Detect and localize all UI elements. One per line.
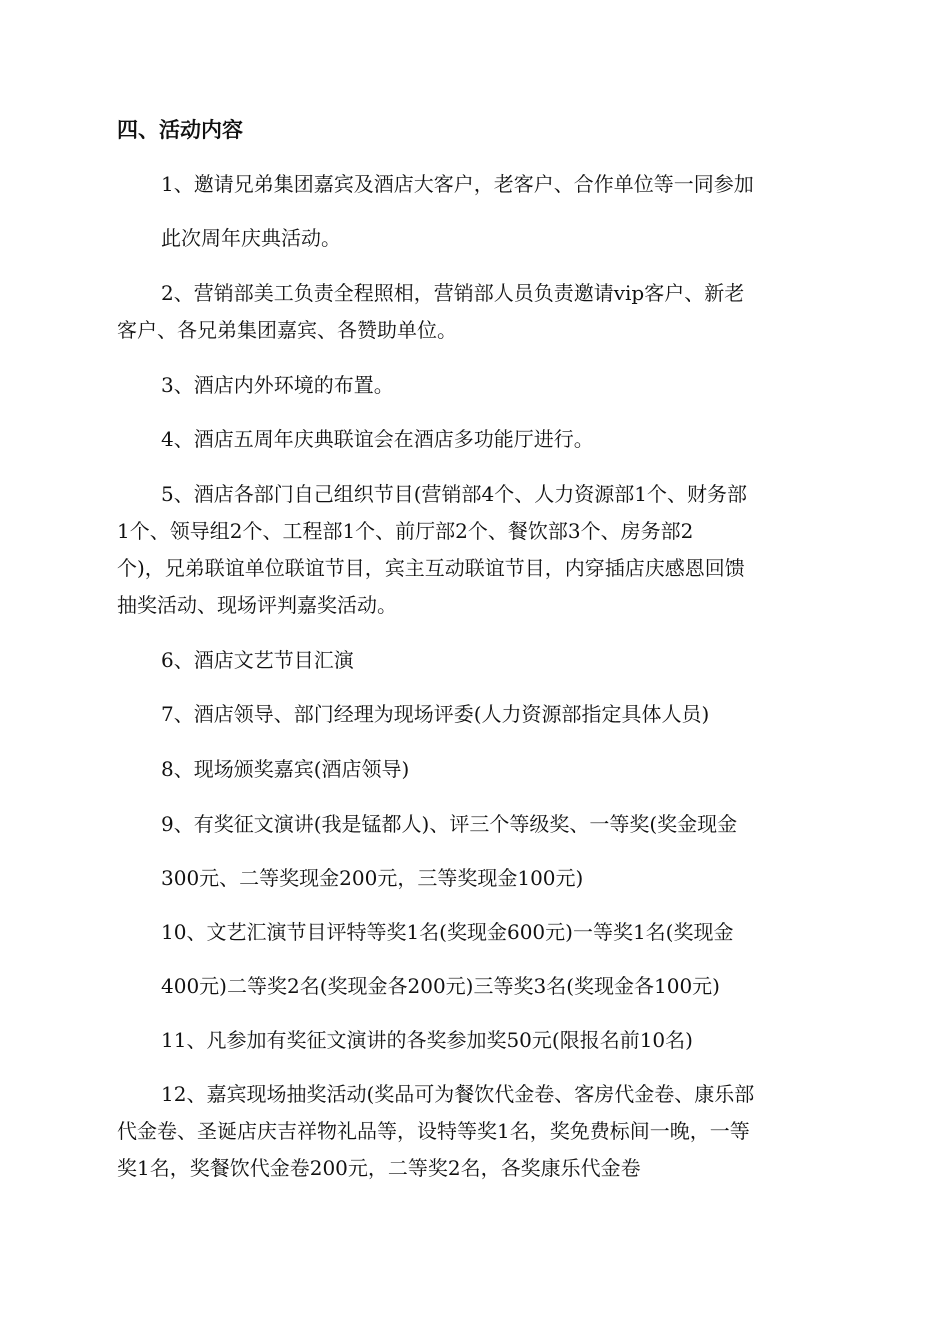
- list-item-line: 1个、领导组2个、工程部1个、前厅部2个、餐饮部3个、房务部2: [117, 519, 694, 543]
- list-item-11: [117, 1022, 833, 1059]
- list-item-line: 此次周年庆典活动。: [161, 226, 341, 250]
- list-item-line: 抽奖活动、现场评判嘉奖活动。: [117, 593, 397, 617]
- list-item-line: 奖1名，奖餐饮代金卷200元，二等奖2名，各奖康乐代金卷: [117, 1156, 641, 1180]
- list-item-line: 个)，兄弟联谊单位联谊节目，宾主互动联谊节目，内穿插店庆感恩回馈: [117, 556, 745, 580]
- list-item-line: 7、酒店领导、部门经理为现场评委(人力资源部指定具体人员): [161, 702, 710, 726]
- list-item-1: [117, 166, 833, 257]
- list-item-line: 客户、各兄弟集团嘉宾、各赞助单位。: [117, 318, 457, 342]
- list-item-line: 3、酒店内外环境的布置。: [161, 373, 394, 397]
- list-item-line: 10、文艺汇演节目评特等奖1名(奖现金600元)一等奖1名(奖现金: [161, 920, 734, 944]
- list-item-8: [117, 751, 833, 788]
- list-item-5: [117, 476, 833, 624]
- list-item-line: 400元)二等奖2名(奖现金各200元)三等奖3名(奖现金各100元): [161, 974, 720, 998]
- section-heading: 四、活动内容: [117, 117, 243, 142]
- list-item-line: 4、酒店五周年庆典联谊会在酒店多功能厅进行。: [161, 427, 594, 451]
- list-item-4: [117, 421, 833, 458]
- list-item-line: 9、有奖征文演讲(我是锰都人)、评三个等级奖、一等奖(奖金现金: [161, 812, 738, 836]
- list-item-3: [117, 367, 833, 404]
- list-item-9: [117, 806, 833, 897]
- list-item-line: 8、现场颁奖嘉宾(酒店领导): [161, 757, 410, 781]
- list-item-6: [117, 642, 833, 679]
- list-item-12: [117, 1076, 833, 1187]
- list-item-2: [117, 275, 833, 349]
- list-item-7: [117, 696, 833, 733]
- list-item-line: 11、凡参加有奖征文演讲的各奖参加奖50元(限报名前10名): [161, 1028, 693, 1052]
- list-item-line: 6、酒店文艺节目汇演: [161, 648, 354, 672]
- list-item-line: 300元、二等奖现金200元，三等奖现金100元): [161, 866, 584, 890]
- list-item-line: 5、酒店各部门自己组织节目(营销部4个、人力资源部1个、财务部: [161, 482, 747, 506]
- list-item-line: 1、邀请兄弟集团嘉宾及酒店大客户，老客户、合作单位等一同参加: [161, 172, 754, 196]
- list-item-10: [117, 914, 833, 1005]
- list-item-line: 12、嘉宾现场抽奖活动(奖品可为餐饮代金卷、客房代金卷、康乐部: [161, 1082, 755, 1106]
- list-item-line: 2、营销部美工负责全程照相，营销部人员负责邀请vip客户、新老: [161, 281, 745, 305]
- list-item-line: 代金卷、圣诞店庆吉祥物礼品等，设特等奖1名，奖免费标间一晚，一等: [117, 1119, 750, 1143]
